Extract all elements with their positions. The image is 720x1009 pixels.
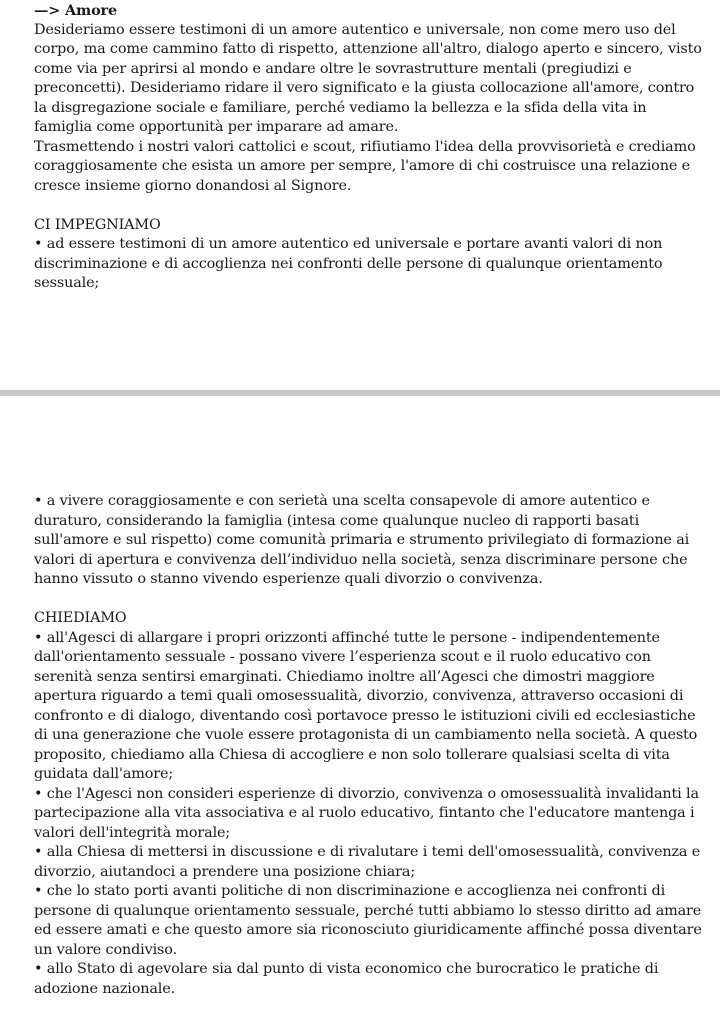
document-page-1 xyxy=(0,0,720,390)
page-2-text xyxy=(34,492,708,999)
request-bullet: • che l'Agesci non consideri esperienze di divorzio, convivenza o omosessualità invalidanti la partecipazione alla vita associativa e al ruolo educativo, fintanto che l'educatore mantenga i valori dell'integrità morale; xyxy=(34,785,699,841)
request-bullet: • che lo stato porti avanti politiche di non discriminazione e accoglienza nei confronti di persone di qualunque orientamento sessuale, perché tutti abbiamo lo stesso diritto ad amare ed essere amati e che questo amore sia riconosciuto giuridicamente affinché possa diventare un valore condiviso. xyxy=(34,883,702,958)
commitment-bullet-1: • ad essere testimoni di un amore autentico ed universale e portare avanti valori di non discriminazione e di accoglienza nei confronti delle persone di qualunque orientamento sessuale; xyxy=(34,236,663,291)
page-1-text xyxy=(34,1,708,294)
commitment-bullet-2: • a vivere coraggiosamente e con serietà una scelta consapevole di amore autentico e duraturo, considerando la famiglia (intesa come qualunque nucleo di rapporti basati sull'amore e sul rispetto) come comunità primaria e strumento privilegiato di formazione ai valori di apertura e convivenza dell’individuo nella società, senza discriminare persone che hanno vissuto o stanno vivendo esperienze quali divorzio o convivenza. xyxy=(34,493,690,587)
intro-paragraph: Desideriamo essere testimoni di un amore autentico e universale, non come mero uso del corpo, ma come cammino fatto di rispetto, attenzione all'altro, dialogo aperto e sincero, visto come via per aprirsi al mondo e andare oltre le sovrastrutture mentali (pregiudizi e preconcetti). Desideriamo ridare il vero significato e la giusta collocazione all'amore, contro la disgregazione sociale e familiare, perché vediamo la bellezza e la sfida della vita in famiglia come opportunità per imparare ad amare. xyxy=(34,21,702,135)
section-title-chiediamo: CHIEDIAMO xyxy=(34,610,127,626)
request-bullet: • all'Agesci di allargare i propri orizzonti affinché tutte le persone - indipendentemente dall'orientamento sessuale - possano vivere l’esperienza scout e il ruolo educativo con serenità senza sentirsi emarginati. Chiediamo inoltre all’Agesci che dimostri maggiore apertura riguardo a temi quali omosessualità, divorzio, convivenza, attraverso occasioni di confronto e di dialogo, diventando così portavoce presso le istituzioni civili ed ecclesiastiche di una generazione che vuole essere protagonista di un cambiamento nella società. A questo proposito, chiediamo alla Chiesa di accogliere e non solo tollerare qualsiasi scelta di vita guidata dall'amore; xyxy=(34,629,698,782)
request-bullet: • allo Stato di agevolare sia dal punto di vista economico che burocratico le pratiche di adozione nazionale. xyxy=(34,961,659,997)
section-heading-amore: —> Amore xyxy=(34,2,117,19)
document-page-2 xyxy=(0,396,720,1009)
request-bullet: • alla Chiesa di mettersi in discussione e di rivalutare i temi dell'omosessualità, convivenza e divorzio, aiutandoci a prendere una posizione chiara; xyxy=(34,844,701,880)
values-paragraph: Trasmettendo i nostri valori cattolici e scout, rifiutiamo l'idea della provvisorietà e crediamo coraggiosamente che esista un amore per sempre, l'amore di chi costruisce una relazione e cresce insieme giorno donandosi al Signore. xyxy=(34,138,696,194)
section-title-ci-impegniamo: CI IMPEGNIAMO xyxy=(34,216,161,233)
